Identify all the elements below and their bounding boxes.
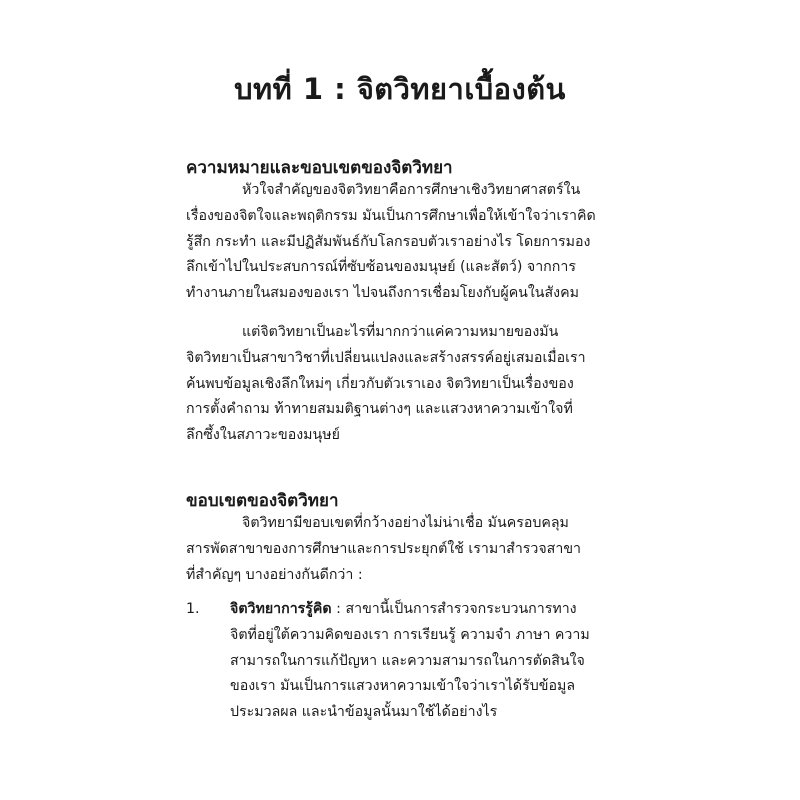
text-line: ลึกเข้าไปในประสบการณ์ที่ซับซ้อนของมนุษย์ (และสัตว์) จากการ <box>186 259 576 276</box>
text-line: สามารถในการแก้ปัญหา และความสามารถในการตัดสินใจ <box>230 652 585 669</box>
text-line: ลึกซึ้งในสภาวะของมนุษย์ <box>186 427 340 444</box>
list-item-body <box>230 597 620 726</box>
paragraph-beyond-definition <box>186 320 618 449</box>
text-line: จิตวิทยาเป็นสาขาวิชาที่เปลี่ยนแปลงและสร้างสรรค์อยู่เสมอเมื่อเรา <box>186 349 586 366</box>
text-line: การตั้งคำถาม ท้าทายสมมติฐานต่างๆ และแสวงหาความเข้าใจที่ <box>186 401 573 418</box>
text-line: จิตวิทยามีขอบเขตที่กว้างอย่างไม่น่าเชื่อ มันครอบคลุม <box>242 515 569 531</box>
text-line: เรื่องของจิตใจและพฤติกรรม มันเป็นการศึกษาเพื่อให้เข้าใจว่าเราคิด <box>186 207 596 224</box>
text-line: แต่จิตวิทยาเป็นอะไรที่มากกว่าแค่ความหมายของมัน <box>242 324 559 340</box>
text-line: ทำงานภายในสมองของเรา ไปจนถึงการเชื่อมโยงกับผู้คนในสังคม <box>186 285 579 302</box>
text-line: ค้นพบข้อมูลเชิงลึกใหม่ๆ เกี่ยวกับตัวเราเอง จิตวิทยาเป็นเรื่องของ <box>186 375 574 392</box>
chapter-title: บทที่ 1 : จิตวิทยาเบื้องต้น <box>234 72 566 106</box>
paragraph-scope-intro <box>186 511 618 588</box>
list-first-line <box>230 597 620 623</box>
text-line: รู้สึก กระทำ และมีปฏิสัมพันธ์กับโลกรอบตัวเราอย่างไร โดยการมอง <box>186 233 591 250</box>
text-line: หัวใจสำคัญของจิตวิทยาคือการศึกษาเชิงวิทยาศาสตร์ใน <box>242 182 581 198</box>
list-term: จิตวิทยาการรู้คิด <box>230 601 332 617</box>
paragraph-definition <box>186 178 618 307</box>
text-line: ประมวลผล และนำข้อมูลนั้นมาใช้ได้อย่างไร <box>230 704 498 721</box>
text-line: ของเรา มันเป็นการแสวงหาความเข้าใจว่าเราได้รับข้อมูล <box>230 678 576 695</box>
section-heading-scope: ขอบเขตของจิตวิทยา <box>186 491 339 511</box>
list-first-line-rest: : สาขานี้เป็นการสำรวจกระบวนการทาง <box>331 601 577 617</box>
section-heading-meaning-scope: ความหมายและขอบเขตของจิตวิทยา <box>186 158 453 178</box>
text-line: จิตที่อยู่ใต้ความคิดของเรา การเรียนรู้ ความจำ ภาษา ความ <box>230 626 590 643</box>
text-line: สารพัดสาขาของการศึกษาและการประยุกต์ใช้ เรามาสำรวจสาขา <box>186 540 581 557</box>
list-number: 1. <box>186 601 200 617</box>
text-line: ที่สำคัญๆ บางอย่างกันดีกว่า : <box>186 566 363 583</box>
